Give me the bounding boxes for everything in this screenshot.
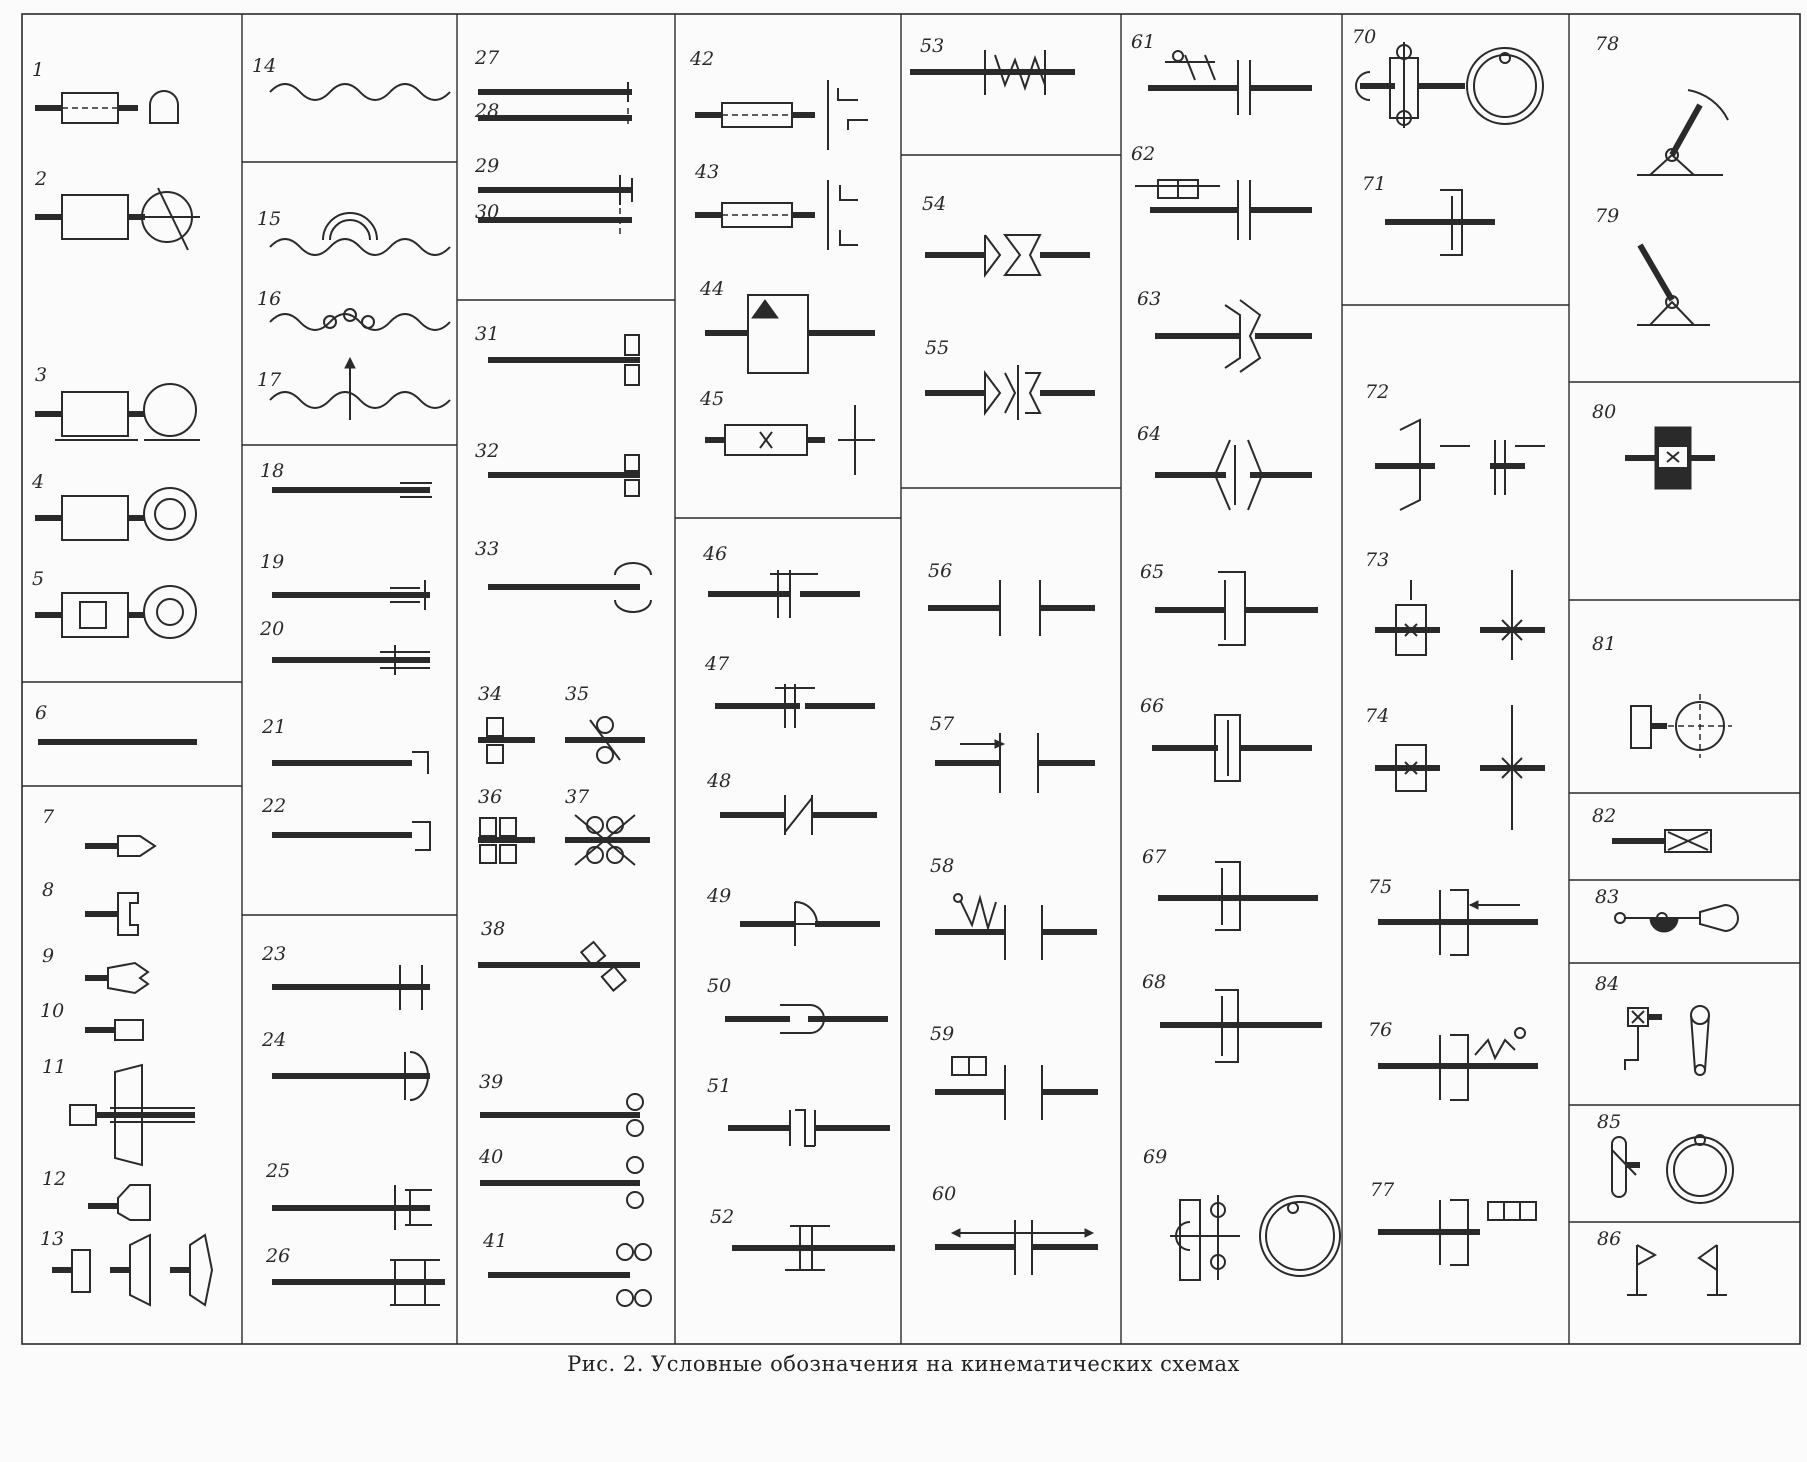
label-66: 66	[1140, 695, 1165, 717]
symbol-25	[272, 1185, 432, 1230]
symbol-39	[480, 1094, 643, 1136]
label-34: 34	[478, 683, 503, 705]
label-52: 52	[710, 1206, 735, 1228]
symbol-50	[725, 1005, 888, 1033]
label-57: 57	[930, 713, 955, 735]
label-55: 55	[925, 337, 950, 359]
outer-frame	[22, 14, 1800, 1344]
symbol-1-motor	[35, 91, 178, 123]
symbol-16-bearing-wavy	[270, 309, 450, 330]
symbol-8-chuck	[85, 893, 138, 935]
symbol-24	[272, 1052, 430, 1100]
symbol-71	[1385, 190, 1495, 255]
label-14: 14	[252, 55, 277, 77]
label-15: 15	[257, 208, 282, 230]
symbol-3-motor	[35, 384, 200, 440]
symbol-49	[740, 902, 880, 946]
symbol-83	[1615, 905, 1738, 932]
label-61: 61	[1131, 31, 1156, 53]
label-33: 33	[475, 538, 500, 560]
symbol-63	[1155, 300, 1312, 372]
label-70: 70	[1352, 26, 1377, 48]
symbol-17-bearing-wavy	[270, 358, 450, 420]
label-67: 67	[1142, 846, 1167, 868]
symbol-85	[1612, 1135, 1733, 1203]
label-19: 19	[260, 551, 285, 573]
symbol-81	[1631, 694, 1732, 758]
label-53: 53	[920, 35, 945, 57]
label-49: 49	[707, 885, 732, 907]
label-42: 42	[690, 48, 715, 70]
symbol-18	[272, 483, 432, 497]
symbol-43	[695, 180, 858, 250]
symbol-10-mandrel	[85, 1020, 143, 1040]
symbol-73	[1375, 570, 1545, 660]
symbol-23	[272, 965, 430, 1010]
symbol-75	[1378, 890, 1538, 955]
label-80: 80	[1592, 401, 1617, 423]
label-63: 63	[1137, 288, 1162, 310]
label-22: 22	[262, 795, 287, 817]
label-56: 56	[928, 560, 953, 582]
label-30: 30	[475, 201, 500, 223]
label-35: 35	[565, 683, 590, 705]
label-79: 79	[1595, 205, 1620, 227]
label-40: 40	[479, 1146, 504, 1168]
symbol-37	[565, 815, 650, 865]
symbol-40	[480, 1157, 643, 1208]
label-12: 12	[42, 1168, 67, 1190]
label-23: 23	[262, 943, 287, 965]
symbol-20	[272, 645, 430, 675]
label-44: 44	[700, 278, 725, 300]
label-54: 54	[922, 193, 947, 215]
symbol-38	[478, 942, 640, 991]
symbol-35	[565, 717, 645, 763]
label-26: 26	[266, 1245, 291, 1267]
symbol-66	[1152, 715, 1312, 781]
symbol-67	[1158, 862, 1318, 930]
label-68: 68	[1142, 971, 1167, 993]
label-69: 69	[1143, 1146, 1168, 1168]
symbol-68	[1160, 990, 1322, 1062]
symbol-54	[925, 235, 1090, 275]
label-65: 65	[1140, 561, 1165, 583]
label-73: 73	[1365, 549, 1390, 571]
symbol-86	[1627, 1245, 1727, 1295]
label-46: 46	[703, 543, 728, 565]
label-17: 17	[257, 369, 282, 391]
symbol-32	[488, 455, 640, 496]
symbol-72	[1375, 420, 1545, 510]
label-76: 76	[1368, 1019, 1393, 1041]
symbol-33	[488, 563, 651, 612]
symbol-77	[1378, 1200, 1536, 1265]
label-51: 51	[707, 1075, 732, 1097]
symbol-59	[935, 1057, 1098, 1120]
symbol-82	[1612, 830, 1711, 852]
label-13: 13	[40, 1228, 65, 1250]
symbol-13-grinding-wheels	[52, 1235, 212, 1305]
symbol-56	[928, 580, 1095, 636]
label-29: 29	[475, 155, 500, 177]
symbol-7-center	[85, 836, 155, 856]
symbol-31	[488, 335, 640, 385]
label-48: 48	[707, 770, 732, 792]
symbol-69	[1170, 1195, 1340, 1280]
symbol-65	[1155, 572, 1318, 645]
label-74: 74	[1365, 705, 1390, 727]
label-75: 75	[1368, 876, 1393, 898]
label-28: 28	[475, 100, 500, 122]
symbol-21	[272, 752, 428, 774]
label-27: 27	[475, 47, 500, 69]
label-18: 18	[260, 460, 285, 482]
label-72: 72	[1365, 381, 1390, 403]
label-85: 85	[1597, 1111, 1622, 1133]
symbol-26	[272, 1260, 445, 1305]
label-41: 41	[483, 1230, 508, 1252]
label-1: 1	[32, 59, 45, 81]
label-39: 39	[479, 1071, 504, 1093]
symbol-12-tool-holder	[88, 1185, 150, 1220]
symbol-34	[478, 718, 535, 763]
symbol-84	[1625, 1006, 1709, 1075]
label-82: 82	[1592, 805, 1617, 827]
label-59: 59	[930, 1023, 955, 1045]
symbol-70	[1356, 42, 1543, 128]
label-25: 25	[266, 1160, 291, 1182]
label-84: 84	[1595, 973, 1620, 995]
label-43: 43	[695, 161, 720, 183]
symbol-79-lever	[1637, 245, 1710, 325]
label-4: 4	[32, 471, 45, 493]
symbol-64	[1155, 440, 1312, 510]
label-31: 31	[475, 323, 500, 345]
label-78: 78	[1595, 33, 1620, 55]
symbol-78-lever	[1637, 90, 1728, 175]
symbol-36	[478, 818, 535, 863]
symbol-76	[1378, 1028, 1538, 1100]
label-77: 77	[1370, 1179, 1395, 1201]
label-24: 24	[262, 1029, 287, 1051]
symbol-29-30	[478, 175, 632, 235]
label-38: 38	[481, 918, 506, 940]
label-36: 36	[478, 786, 503, 808]
symbol-60	[935, 1220, 1098, 1275]
label-11: 11	[42, 1056, 67, 1078]
label-10: 10	[40, 1000, 65, 1022]
label-16: 16	[257, 288, 282, 310]
label-37: 37	[565, 786, 590, 808]
symbol-11-faceplate	[70, 1065, 195, 1165]
label-5: 5	[32, 568, 45, 590]
label-9: 9	[42, 945, 55, 967]
symbol-15-bearing-wavy	[270, 213, 450, 255]
label-8: 8	[42, 879, 55, 901]
symbol-14-wavy-shaft	[270, 84, 450, 100]
symbol-61	[1148, 51, 1312, 115]
symbol-27-28	[478, 82, 632, 128]
label-7: 7	[42, 806, 55, 828]
symbol-number-labels	[31, 26, 1621, 1267]
label-3: 3	[35, 364, 48, 386]
symbol-51	[728, 1110, 890, 1146]
symbol-44	[705, 295, 875, 373]
symbol-4-motor	[35, 488, 196, 540]
label-81: 81	[1592, 633, 1617, 655]
symbol-47	[715, 684, 875, 728]
label-45: 45	[700, 388, 725, 410]
symbol-41	[488, 1244, 651, 1306]
symbol-55	[925, 365, 1095, 420]
symbol-52	[732, 1226, 895, 1270]
label-50: 50	[707, 975, 732, 997]
symbol-74	[1375, 705, 1545, 830]
symbol-22	[272, 822, 430, 850]
label-71: 71	[1362, 173, 1387, 195]
symbol-80	[1625, 427, 1715, 489]
label-2: 2	[35, 168, 48, 190]
label-6: 6	[35, 702, 48, 724]
symbol-46	[708, 570, 860, 618]
symbol-5-motor	[35, 586, 196, 638]
symbol-9-collet	[85, 963, 148, 993]
symbol-58	[935, 894, 1097, 960]
label-20: 20	[260, 618, 285, 640]
symbol-19	[272, 580, 430, 610]
figure-caption: Рис. 2. Условные обозначения на кинематических схемах	[567, 1352, 1240, 1376]
label-83: 83	[1595, 886, 1620, 908]
symbol-62	[1135, 180, 1312, 240]
label-62: 62	[1131, 143, 1156, 165]
symbol-42	[695, 80, 868, 150]
label-32: 32	[475, 440, 500, 462]
label-64: 64	[1137, 423, 1162, 445]
label-21: 21	[262, 716, 287, 738]
label-60: 60	[932, 1183, 957, 1205]
label-47: 47	[705, 653, 730, 675]
symbol-57	[935, 733, 1095, 793]
symbol-45	[705, 405, 875, 475]
column-dividers	[242, 14, 1569, 1344]
symbol-2-motor	[35, 188, 200, 250]
label-86: 86	[1597, 1228, 1622, 1250]
symbol-48	[720, 795, 877, 835]
label-58: 58	[930, 855, 955, 877]
